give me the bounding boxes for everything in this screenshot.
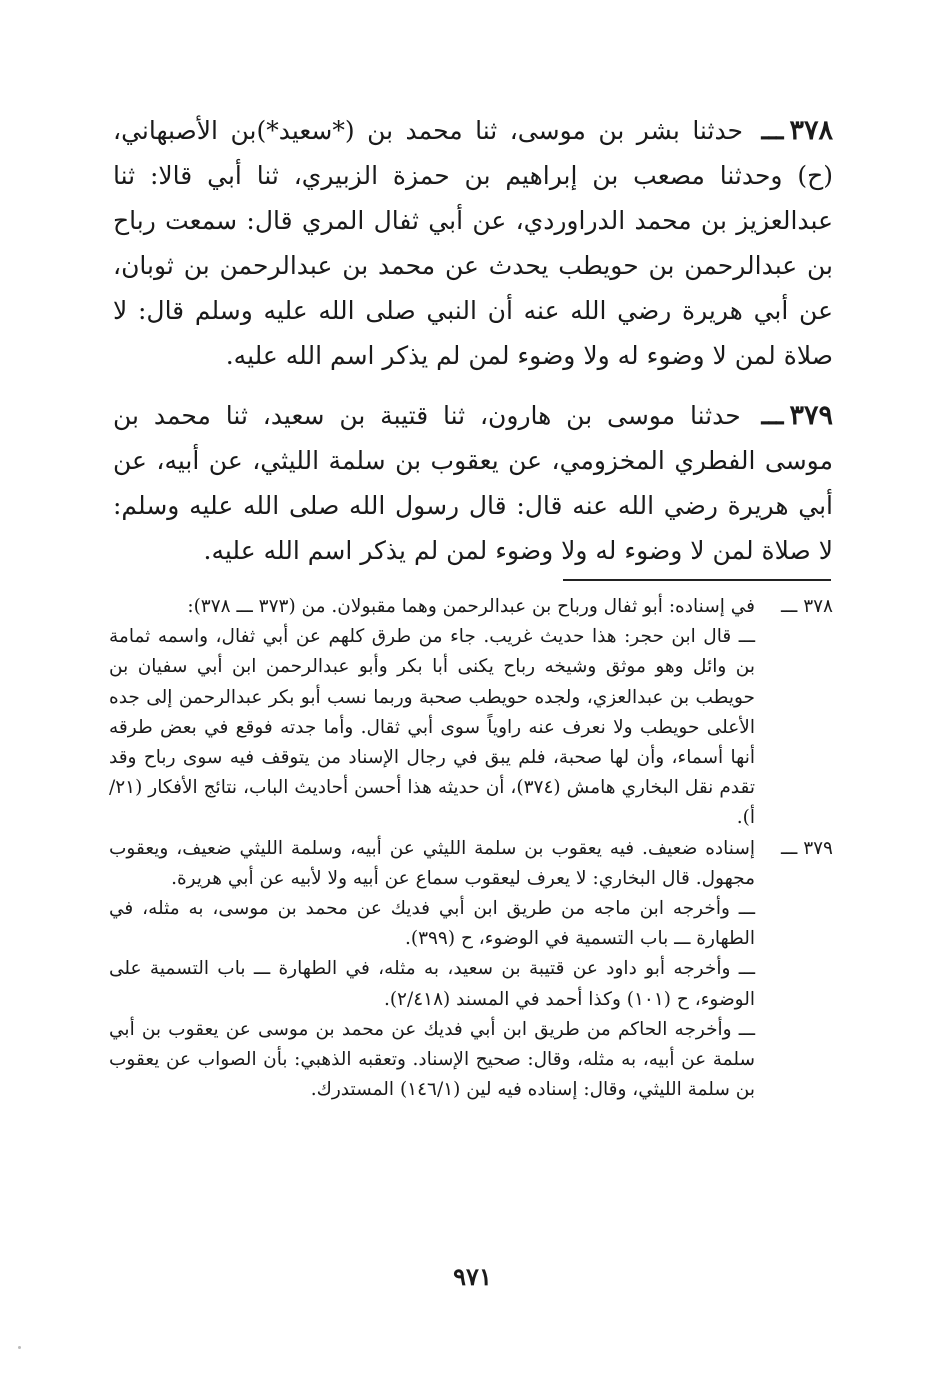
- hadith-number: ٣٧٩: [789, 400, 834, 431]
- footnotes-block: [109, 592, 833, 1105]
- scan-speck: [18, 1346, 21, 1349]
- footnote-label: ٣٧٨ ـــ: [781, 596, 833, 617]
- footnote-379: [109, 834, 833, 1106]
- footnote-label: ٣٧٩ ـــ: [781, 837, 833, 859]
- hadith-text-block: [113, 108, 833, 588]
- hadith-body: حدثنا موسى بن هارون، ثنا قتيبة بن سعيد، ثنا محمد بن موسى الفطري المخزومي، عن يعقوب بن سلمة الليثي، عن أبيه، عن أبي هريرة رضي الله عنه قال: قال رسول الله صلى الله عليه وسلم: لا صلاة لمن لا وضوء له ولا وضوء لمن لم يذكر اسم الله عليه.: [113, 401, 833, 565]
- footnote-paragraph: ـــ وأخرجه الحاكم من طريق ابن أبي فديك عن محمد بن موسى عن يعقوب بن أبي سلمة عن أبيه، به مثله، وقال: صحيح الإسناد. وتعقبه الذهبي: بأن الصواب عن يعقوب بن سلمة الليثي، وقال: إسناده فيه لين (١٤٦/١) المستدرك.: [109, 1018, 755, 1101]
- footnote-paragraph: ـــ وأخرجه أبو داود عن قتيبة بن سعيد، به مثله، في الطهارة ـــ باب التسمية على الوضوء، ح (١٠١) وكذا أحمد في المسند (٢/٤١٨).: [109, 958, 755, 1010]
- footnote-378: [109, 592, 833, 834]
- footnote-paragraph: في إسناده: أبو ثفال ورباح بن عبدالرحمن وهما مقبولان. من (٣٧٣ ـــ ٣٧٨):: [187, 596, 755, 617]
- footnote-paragraph: ـــ قال ابن حجر: هذا حديث غريب. جاء من طرق كلهم عن أبي ثفال، واسمه ثمامة بن وائل وهو موثق وشيخه رباح يكنى أبا بكر وأبو عبدالرحمن ابن أبي سفيان بن حويطب بن عبدالعزي، ولجده حويطب صحبة وربما نسب أبو بكر عبدالرحمن إلى جده الأعلى حويطب ولا نعرف عنه راوياً سوى أبي ثقال. وأما جدته فوقع في بعض طرقه أنها أسماء، وأن لها صحبة، فلم يبق في رجال الإسناد من يتوقف فيه سوى رباح وقد تقدم نقل البخاري هامش (٣٧٤)، أن حديثه هذا أحسن أحاديث الباب، نتائج الأفكار (٢١/أ).: [109, 626, 755, 829]
- footnote-separator: [563, 579, 831, 581]
- hadith-dash: ـــ: [761, 116, 784, 145]
- footnote-paragraph: إسناده ضعيف. فيه يعقوب بن سلمة الليثي عن أبيه، وسلمة الليثي ضعيف، ويعقوب مجهول. قال البخاري: لا يعرف ليعقوب سماع عن أبيه ولا لأبيه عن أبي هريرة.: [109, 837, 755, 889]
- hadith-378: [113, 108, 833, 378]
- page-number: ٩٧١: [453, 1262, 492, 1291]
- hadith-379: [113, 393, 833, 573]
- footnote-paragraph: ـــ وأخرجه ابن ماجه من طريق ابن أبي فديك عن محمد بن موسى، به مثله، في الطهارة ـــ باب التسمية في الوضوء، ح (٣٩٩).: [109, 898, 755, 950]
- hadith-number: ٣٧٨: [789, 115, 834, 146]
- hadith-body: حدثنا بشر بن موسى، ثنا محمد بن (*سعيد*)بن الأصبهاني، (ح) وحدثنا مصعب بن إبراهيم بن حمزة الزبيري، ثنا أبي قالا: ثنا عبدالعزيز بن محمد الدراوردي، عن أبي ثفال المري قال: سمعت رباح بن عبدالرحمن بن حويطب يحدث عن محمد بن عبدالرحمن بن ثوبان، عن أبي هريرة رضي الله عنه أن النبي صلى الله عليه وسلم قال: لا صلاة لمن لا وضوء له ولا وضوء لمن لم يذكر اسم الله عليه.: [113, 116, 833, 370]
- hadith-dash: ـــ: [761, 401, 784, 430]
